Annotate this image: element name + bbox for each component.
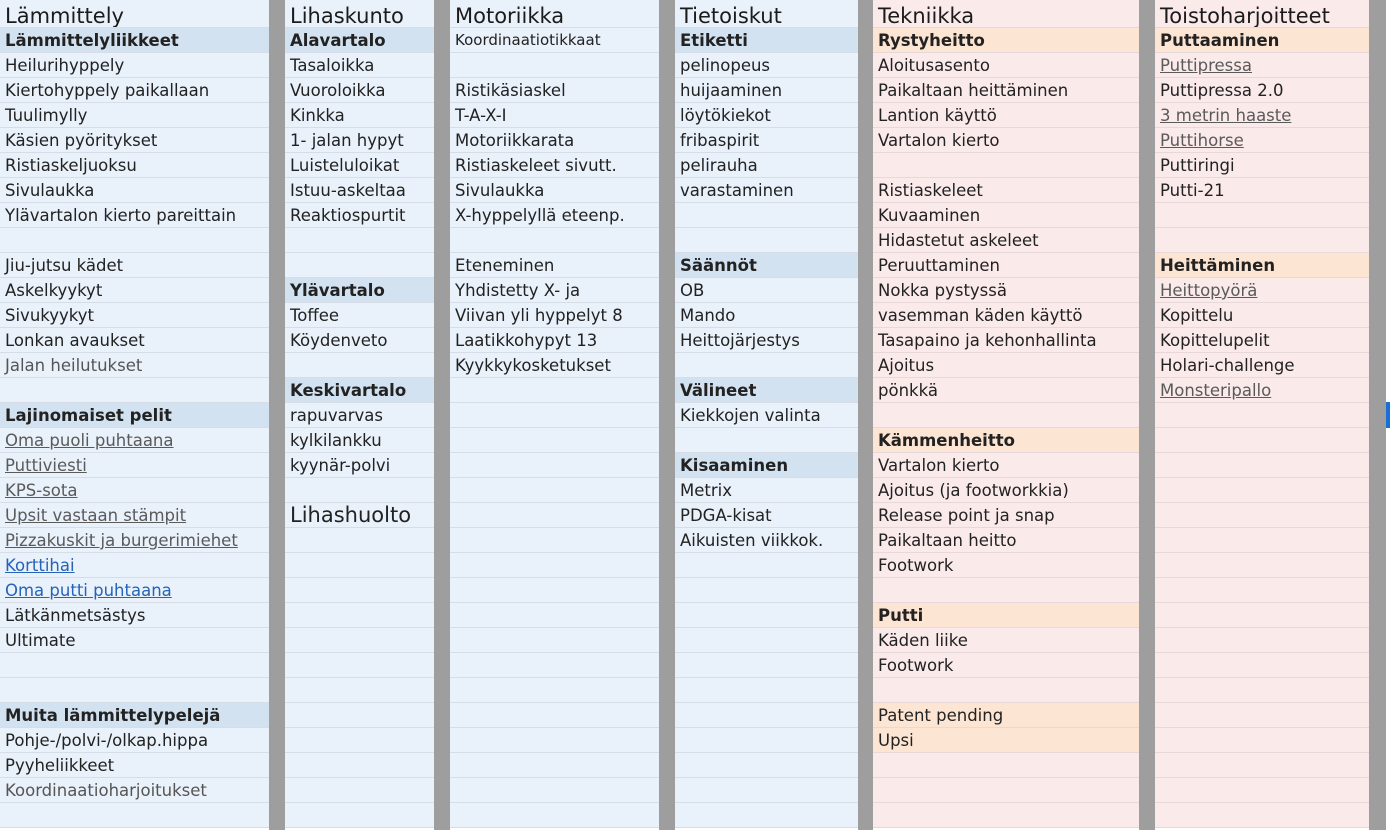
empty-cell[interactable] [675, 353, 858, 378]
cell[interactable]: Kopittelu [1155, 303, 1369, 328]
cell[interactable]: Koordinaatioharjoitukset [0, 778, 269, 803]
link-cell[interactable]: Korttihai [0, 553, 269, 578]
empty-cell[interactable] [285, 528, 434, 553]
empty-cell[interactable] [873, 153, 1139, 178]
cell[interactable]: Hidastetut askeleet [873, 228, 1139, 253]
link-cell[interactable]: Oma putti puhtaana [0, 578, 269, 603]
cell[interactable]: Koordinaatiotikkaat [450, 28, 659, 53]
cell[interactable]: Ylävartalon kierto pareittain [0, 203, 269, 228]
empty-cell[interactable] [675, 778, 858, 803]
cell[interactable]: Jalan heilutukset [0, 353, 269, 378]
cell[interactable]: pelirauha [675, 153, 858, 178]
empty-cell[interactable] [450, 478, 659, 503]
empty-cell[interactable] [675, 653, 858, 678]
cell[interactable]: Vuoroloikka [285, 78, 434, 103]
cell[interactable]: Pyyheliikkeet [0, 753, 269, 778]
cell[interactable]: Köydenveto [285, 328, 434, 353]
column-tekniikka [873, 0, 1139, 830]
cell[interactable]: varastaminen [675, 178, 858, 203]
empty-cell[interactable] [1155, 603, 1369, 628]
empty-cell[interactable] [450, 703, 659, 728]
cell[interactable]: Ultimate [0, 628, 269, 653]
empty-cell[interactable] [285, 653, 434, 678]
empty-cell[interactable] [450, 553, 659, 578]
cell[interactable]: rapuvarvas [285, 403, 434, 428]
cell[interactable]: Mando [675, 303, 858, 328]
empty-cell[interactable] [675, 228, 858, 253]
cell[interactable]: Tuulimylly [0, 103, 269, 128]
section-header-cell[interactable]: Putti [873, 603, 1139, 628]
cell[interactable]: Kinkka [285, 103, 434, 128]
column-separator [1369, 0, 1386, 830]
cell[interactable]: Heilurihyppely [0, 53, 269, 78]
cell[interactable]: Sivulaukka [450, 178, 659, 203]
column-title[interactable]: Lämmittely [0, 0, 269, 28]
cell[interactable]: Motoriikkarata [450, 128, 659, 153]
cell[interactable]: Release point ja snap [873, 503, 1139, 528]
cell[interactable]: Ristikäsiaskel [450, 78, 659, 103]
cell[interactable]: Upsi [873, 728, 1139, 753]
cell[interactable]: Aloitusasento [873, 53, 1139, 78]
cell[interactable]: Metrix [675, 478, 858, 503]
cell[interactable]: huijaaminen [675, 78, 858, 103]
cell[interactable]: Pohje-/polvi-/olkap.hippa [0, 728, 269, 753]
empty-cell[interactable] [873, 753, 1139, 778]
section-header-cell[interactable]: Rystyheitto [873, 28, 1139, 53]
empty-cell[interactable] [1155, 778, 1369, 803]
cell[interactable]: Vartalon kierto [873, 453, 1139, 478]
empty-cell[interactable] [1155, 228, 1369, 253]
cell[interactable]: Reaktiospurtit [285, 203, 434, 228]
empty-cell[interactable] [285, 603, 434, 628]
empty-cell[interactable] [1155, 553, 1369, 578]
empty-cell[interactable] [0, 803, 269, 828]
cell[interactable]: Viivan yli hyppelyt 8 [450, 303, 659, 328]
cell[interactable]: fribaspirit [675, 128, 858, 153]
cell[interactable]: kyynär-polvi [285, 453, 434, 478]
empty-cell[interactable] [1155, 578, 1369, 603]
link-cell[interactable]: Monsteripallo [1155, 378, 1369, 403]
empty-cell[interactable] [1155, 653, 1369, 678]
section-header-cell[interactable]: Muita lämmittelypelejä [0, 703, 269, 728]
empty-cell[interactable] [675, 728, 858, 753]
empty-cell[interactable] [1155, 478, 1369, 503]
scroll-indicator[interactable] [1386, 402, 1390, 428]
link-cell[interactable]: Heittopyörä [1155, 278, 1369, 303]
empty-cell[interactable] [450, 603, 659, 628]
empty-cell[interactable] [1155, 403, 1369, 428]
column-separator [1139, 0, 1155, 830]
cell[interactable]: Puttiringi [1155, 153, 1369, 178]
cell[interactable]: Ajoitus (ja footworkkia) [873, 478, 1139, 503]
cell[interactable]: Aikuisten viikkok. [675, 528, 858, 553]
cell[interactable]: Holari-challenge [1155, 353, 1369, 378]
section-header-cell[interactable]: Lihashuolto [285, 503, 434, 528]
section-header-cell[interactable]: Heittäminen [1155, 253, 1369, 278]
cell[interactable]: Vartalon kierto [873, 128, 1139, 153]
cell[interactable]: Tasaloikka [285, 53, 434, 78]
empty-cell[interactable] [285, 478, 434, 503]
column-separator [434, 0, 450, 830]
cell[interactable]: Paikaltaan heittäminen [873, 78, 1139, 103]
column-separator [269, 0, 285, 830]
empty-cell[interactable] [0, 378, 269, 403]
empty-cell[interactable] [675, 603, 858, 628]
section-header-cell[interactable]: Lämmittelyliikkeet [0, 28, 269, 53]
cell[interactable]: Kopittelupelit [1155, 328, 1369, 353]
cell[interactable]: Eteneminen [450, 253, 659, 278]
empty-cell[interactable] [450, 578, 659, 603]
empty-cell[interactable] [1155, 428, 1369, 453]
cell[interactable]: Lonkan avaukset [0, 328, 269, 353]
cell[interactable]: Putti-21 [1155, 178, 1369, 203]
cell[interactable]: X-hyppelyllä eteenp. [450, 203, 659, 228]
link-cell[interactable]: Puttiviesti [0, 453, 269, 478]
cell[interactable]: pönkkä [873, 378, 1139, 403]
cell[interactable]: Yhdistetty X- ja [450, 278, 659, 303]
cell[interactable]: Ristiaskeleet sivutt. [450, 153, 659, 178]
empty-cell[interactable] [675, 678, 858, 703]
empty-cell[interactable] [675, 703, 858, 728]
cell[interactable]: Kyykkykosketukset [450, 353, 659, 378]
empty-cell[interactable] [285, 578, 434, 603]
section-header-cell[interactable]: Etiketti [675, 28, 858, 53]
link-cell[interactable]: KPS-sota [0, 478, 269, 503]
cell[interactable]: Heittojärjestys [675, 328, 858, 353]
empty-cell[interactable] [285, 778, 434, 803]
empty-cell[interactable] [1155, 728, 1369, 753]
empty-cell[interactable] [450, 453, 659, 478]
empty-cell[interactable] [675, 553, 858, 578]
empty-cell[interactable] [285, 703, 434, 728]
cell[interactable]: Sivulaukka [0, 178, 269, 203]
cell[interactable]: T-A-X-I [450, 103, 659, 128]
column-title[interactable]: Tekniikka [873, 0, 1139, 28]
column-motoriikka [450, 0, 659, 830]
cell[interactable]: Kiekkojen valinta [675, 403, 858, 428]
link-cell[interactable]: Oma puoli puhtaana [0, 428, 269, 453]
empty-cell[interactable] [450, 503, 659, 528]
empty-cell[interactable] [450, 378, 659, 403]
empty-cell[interactable] [0, 678, 269, 703]
link-cell[interactable]: Upsit vastaan stämpit [0, 503, 269, 528]
cell[interactable]: Nokka pystyssä [873, 278, 1139, 303]
column-tietoiskut [675, 0, 858, 830]
cell[interactable]: Istuu-askeltaa [285, 178, 434, 203]
column-title[interactable]: Toistoharjoitteet [1155, 0, 1369, 28]
empty-cell[interactable] [873, 403, 1139, 428]
empty-cell[interactable] [285, 628, 434, 653]
column-title[interactable]: Lihaskunto [285, 0, 434, 28]
empty-cell[interactable] [1155, 753, 1369, 778]
empty-cell[interactable] [450, 778, 659, 803]
empty-cell[interactable] [1155, 678, 1369, 703]
empty-cell[interactable] [0, 653, 269, 678]
cell[interactable]: Käden liike [873, 628, 1139, 653]
empty-cell[interactable] [450, 678, 659, 703]
empty-cell[interactable] [873, 778, 1139, 803]
empty-cell[interactable] [450, 53, 659, 78]
empty-cell[interactable] [1155, 453, 1369, 478]
empty-cell[interactable] [1155, 528, 1369, 553]
section-header-cell[interactable]: Puttaaminen [1155, 28, 1369, 53]
empty-cell[interactable] [873, 578, 1139, 603]
cell[interactable]: Footwork [873, 653, 1139, 678]
empty-cell[interactable] [450, 803, 659, 828]
cell[interactable]: Luisteluloikat [285, 153, 434, 178]
empty-cell[interactable] [675, 428, 858, 453]
empty-cell[interactable] [675, 578, 858, 603]
cell[interactable]: Laatikkohypyt 13 [450, 328, 659, 353]
empty-cell[interactable] [450, 228, 659, 253]
section-header-cell[interactable]: Kämmenheitto [873, 428, 1139, 453]
section-header-cell[interactable]: Kisaaminen [675, 453, 858, 478]
empty-cell[interactable] [675, 628, 858, 653]
empty-cell[interactable] [1155, 203, 1369, 228]
section-header-cell[interactable]: Keskivartalo [285, 378, 434, 403]
empty-cell[interactable] [1155, 503, 1369, 528]
cell[interactable]: Sivukyykyt [0, 303, 269, 328]
cell[interactable]: Ajoitus [873, 353, 1139, 378]
column-toistoharjoitteet [1155, 0, 1369, 830]
empty-cell[interactable] [450, 728, 659, 753]
empty-cell[interactable] [0, 228, 269, 253]
cell[interactable]: pelinopeus [675, 53, 858, 78]
empty-cell[interactable] [285, 553, 434, 578]
link-cell[interactable]: Puttihorse [1155, 128, 1369, 153]
empty-cell[interactable] [675, 203, 858, 228]
cell[interactable]: Tasapaino ja kehonhallinta [873, 328, 1139, 353]
link-cell[interactable]: Pizzakuskit ja burgerimiehet [0, 528, 269, 553]
empty-cell[interactable] [873, 803, 1139, 828]
empty-cell[interactable] [450, 428, 659, 453]
section-header-cell[interactable]: Lajinomaiset pelit [0, 403, 269, 428]
cell[interactable]: kylkilankku [285, 428, 434, 453]
empty-cell[interactable] [450, 528, 659, 553]
empty-cell[interactable] [675, 803, 858, 828]
cell[interactable]: Puttipressa 2.0 [1155, 78, 1369, 103]
cell[interactable]: 1- jalan hypyt [285, 128, 434, 153]
cell[interactable]: Lätkänmetsästys [0, 603, 269, 628]
empty-cell[interactable] [450, 753, 659, 778]
column-lammittely [0, 0, 269, 830]
cell[interactable]: PDGA-kisat [675, 503, 858, 528]
empty-cell[interactable] [873, 678, 1139, 703]
link-cell[interactable]: 3 metrin haaste [1155, 103, 1369, 128]
empty-cell[interactable] [450, 403, 659, 428]
section-header-cell[interactable]: Välineet [675, 378, 858, 403]
cell[interactable]: Patent pending [873, 703, 1139, 728]
cell[interactable]: Paikaltaan heitto [873, 528, 1139, 553]
cell[interactable]: Toffee [285, 303, 434, 328]
section-header-cell[interactable]: Alavartalo [285, 28, 434, 53]
empty-cell[interactable] [285, 678, 434, 703]
column-title[interactable]: Tietoiskut [675, 0, 858, 28]
section-header-cell[interactable]: Ylävartalo [285, 278, 434, 303]
empty-cell[interactable] [285, 353, 434, 378]
cell[interactable]: Ristiaskeljuoksu [0, 153, 269, 178]
empty-cell[interactable] [675, 753, 858, 778]
empty-cell[interactable] [285, 253, 434, 278]
column-separator [858, 0, 873, 830]
empty-cell[interactable] [285, 753, 434, 778]
cell[interactable]: Käsien pyöritykset [0, 128, 269, 153]
cell[interactable]: Jiu-jutsu kädet [0, 253, 269, 278]
link-cell[interactable]: Puttipressa [1155, 53, 1369, 78]
empty-cell[interactable] [450, 628, 659, 653]
empty-cell[interactable] [285, 228, 434, 253]
empty-cell[interactable] [1155, 703, 1369, 728]
section-header-cell[interactable]: Säännöt [675, 253, 858, 278]
column-title[interactable]: Motoriikka [450, 0, 659, 28]
column-lihaskunto [285, 0, 434, 830]
empty-cell[interactable] [285, 728, 434, 753]
cell[interactable]: Ristiaskeleet [873, 178, 1139, 203]
cell[interactable]: Kuvaaminen [873, 203, 1139, 228]
cell[interactable]: Lantion käyttö [873, 103, 1139, 128]
empty-cell[interactable] [1155, 628, 1369, 653]
cell[interactable]: OB [675, 278, 858, 303]
cell[interactable]: Footwork [873, 553, 1139, 578]
cell[interactable]: Kiertohyppely paikallaan [0, 78, 269, 103]
cell[interactable]: löytökiekot [675, 103, 858, 128]
cell[interactable]: Peruuttaminen [873, 253, 1139, 278]
column-separator [659, 0, 675, 830]
cell[interactable]: Askelkyykyt [0, 278, 269, 303]
empty-cell[interactable] [450, 653, 659, 678]
cell[interactable]: vasemman käden käyttö [873, 303, 1139, 328]
empty-cell[interactable] [285, 803, 434, 828]
empty-cell[interactable] [1155, 803, 1369, 828]
